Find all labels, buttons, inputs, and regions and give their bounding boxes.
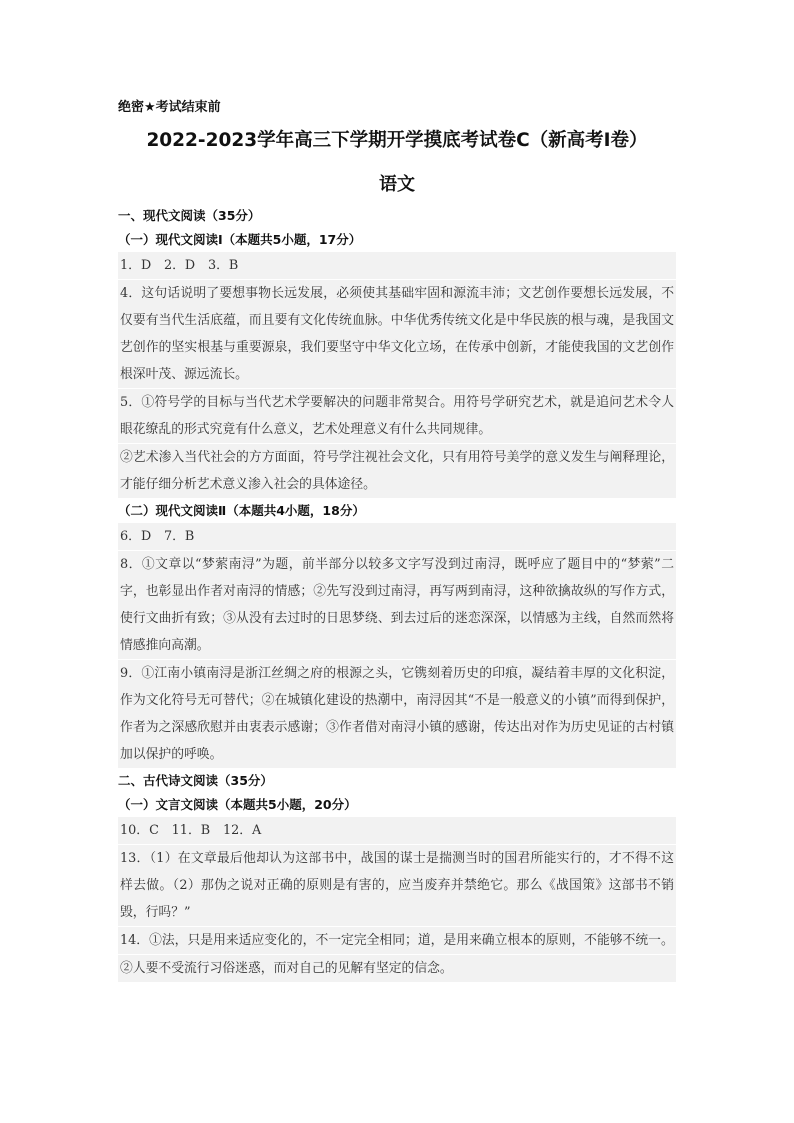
answer-block: ②艺术渗入当代社会的方方面面，符号学注视社会文化，只有用符号美学的意义发生与阐释理论，才能仔细分析艺术意义渗入社会的具体途径。 [118,444,676,498]
answer-block: 4．这句话说明了要想事物长远发展，必须使其基础牢固和源流丰沛；文艺创作要想长远发展，不仅要有当代生活底蕴，而且要有文化传统血脉。中华优秀传统文化是中华民族的根与魂，是我国文艺创作的坚实根基与重要源泉，我们要坚守中华文化立场，在传承中创新，才能使我国的文艺创作根深叶茂、源远流长。 [118,280,676,388]
answer-block: 13．（1）在文章最后他却认为这部书中，战国的谋士是揣测当时的国君所能实行的，才不得不这样去做。（2）那伪之说对正确的原则是有害的，应当废弃并禁绝它。那么《战国策》这部书不销毁，行吗？” [118,845,676,926]
subject-title: 语文 [379,174,415,195]
answer-block: ②人要不受流行习俗迷惑，而对自己的见解有坚定的信念。 [118,955,676,982]
answer-block: 6．D 7．B [118,523,676,550]
answer-block: 1．D 2．D 3．B [118,252,676,279]
answer-block: 5．①符号学的目标与当代艺术学要解决的问题非常契合。用符号学研究艺术，就是追问艺术令人眼花缭乱的形式究竟有什么意义，艺术处理意义有什么共同规律。 [118,389,676,443]
subsection-heading: （一）现代文阅读Ⅰ（本题共5小题，17分） [118,232,362,247]
page-title: 2022-2023学年高三下学期开学摸底考试卷C（新高考Ⅰ卷） [146,130,648,151]
subsection-heading: （二）现代文阅读Ⅱ（本题共4小题，18分） [118,503,365,518]
answer-block: 9．①江南小镇南浔是浙江丝绸之府的根源之头，它镌刻着历史的印痕，凝结着丰厚的文化积淀，作为文化符号无可替代；②在城镇化建设的热潮中，南浔因其“不是一般意义的小镇”而得到保护，作者为之深感欣慰并由衷表示感谢；③作者借对南浔小镇的感谢，传达出对作为历史见证的古村镇加以保护的呼唤。 [118,660,676,768]
answer-block: 14．①法，只是用来适应变化的，不一定完全相同；道，是用来确立根本的原则，不能够不统一。 [118,927,676,954]
section-heading: 二、古代诗文阅读（35分） [118,773,273,788]
secret-label: 绝密★考试结束前 [118,100,221,115]
answer-block: 10．C 11．B 12．A [118,817,676,844]
answer-content [118,204,676,983]
answer-block: 8．①文章以“梦萦南浔”为题，前半部分以较多文字写没到过南浔，既呼应了题目中的“梦萦”二字，也彰显出作者对南浔的情感；②先写没到过南浔，再写两到南浔，这种欲擒故纵的写作方式，使行文曲折有致；③从没有去过时的日思梦绕、到去过后的迷恋深深，以情感为主线，自然而然将情感推向高潮。 [118,551,676,659]
section-heading: 一、现代文阅读（35分） [118,208,261,223]
subsection-heading: （一）文言文阅读（本题共5小题，20分） [118,797,357,812]
